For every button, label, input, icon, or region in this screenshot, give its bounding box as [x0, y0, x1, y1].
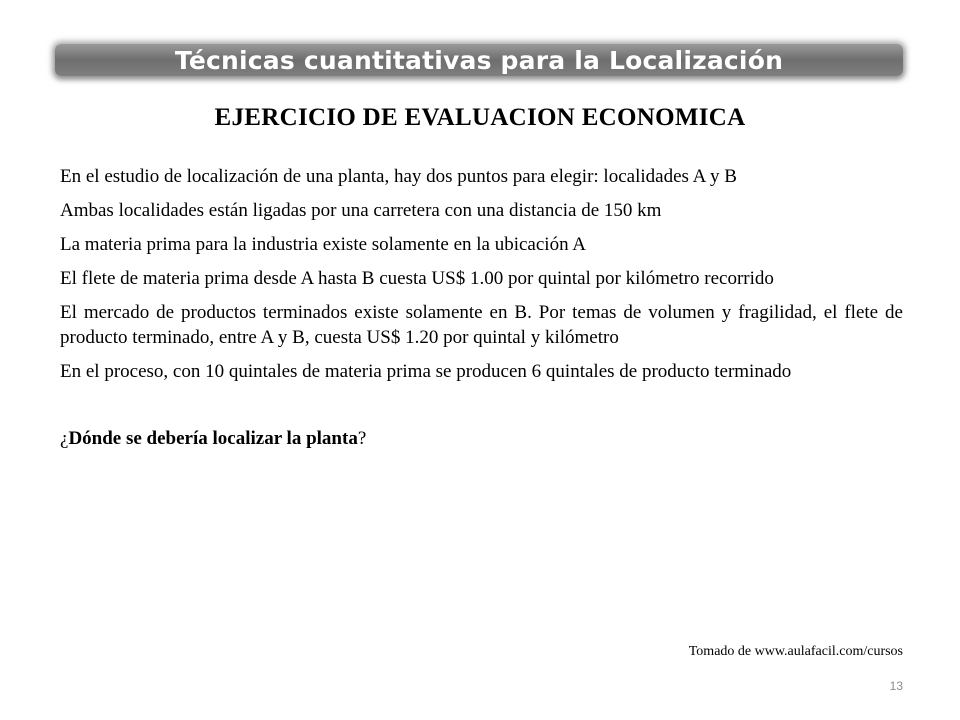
paragraph-distancia: Ambas localidades están ligadas por una carretera con una distancia de 150 km: [60, 200, 662, 221]
source-credit: Tomado de www.aulafacil.com/cursos: [688, 644, 903, 659]
slide-subtitle: EJERCICIO DE EVALUACION ECONOMICA: [214, 104, 746, 131]
question-close-mark: ?: [357, 428, 367, 449]
page-number: 13: [889, 679, 903, 693]
slide-title: Técnicas cuantitativas para la Localización: [174, 45, 784, 75]
paragraph-localidades: En el estudio de localización de una planta, hay dos puntos para elegir: localidades A y B: [60, 166, 737, 187]
question-open-mark: ¿: [60, 428, 69, 449]
paragraph-flete-materia-prima: El flete de materia prima desde A hasta B cuesta US$ 1.00 por quintal por kilómetro recorrido: [60, 268, 774, 289]
paragraph-proceso: En el proceso, con 10 quintales de materia prima se producen 6 quintales de producto terminado: [60, 361, 792, 382]
slide-body: [60, 164, 903, 470]
title-banner: [55, 44, 903, 76]
question-text: Dónde se debería localizar la planta: [68, 428, 358, 449]
paragraph-materia-prima: La materia prima para la industria existe solamente en la ubicación A: [60, 234, 586, 255]
question: [60, 426, 903, 451]
paragraph-mercado: El mercado de productos terminados existe solamente en B. Por temas de volumen y fragilidad, el flete de producto terminado, entre A y B, cuesta US$ 1.20 por quintal y kilómetro: [60, 302, 903, 348]
